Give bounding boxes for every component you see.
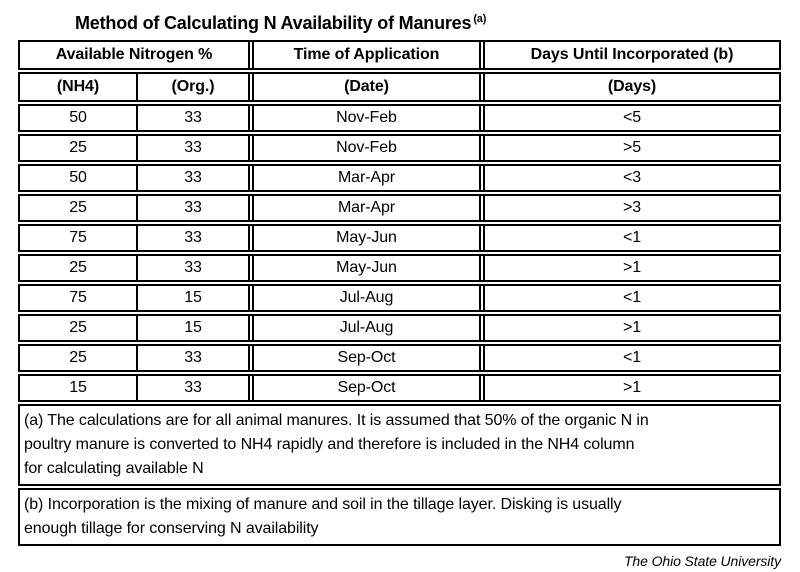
- cell-days: <5: [622, 109, 642, 126]
- cell-nh4: 50: [20, 106, 138, 130]
- cell-nh4: 25: [20, 136, 138, 160]
- footnote-b-line: enough tillage for conserving N availability: [24, 520, 319, 537]
- table-row: [18, 104, 781, 132]
- table-row: [18, 254, 781, 282]
- source-attribution: The Ohio State University: [623, 553, 781, 569]
- header-days-until-incorporated: Days Until Incorporated (b): [530, 46, 734, 63]
- cell-days: >1: [622, 379, 642, 396]
- cell-org: 33: [138, 376, 254, 400]
- cell-org: 33: [138, 196, 254, 220]
- footnote-a-line: poultry manure is converted to NH4 rapidly and therefore is included in the NH4 column: [24, 436, 635, 453]
- subheader-org: (Org.): [138, 74, 254, 100]
- title-superscript: (a): [473, 13, 487, 25]
- cell-org: 33: [138, 226, 254, 250]
- cell-org: 15: [138, 316, 254, 340]
- table-group-header-row: [18, 40, 781, 70]
- title-text: Method of Calculating N Availability of Manures: [75, 13, 472, 33]
- cell-date: Jul-Aug: [254, 316, 485, 340]
- cell-days: >1: [622, 259, 642, 276]
- footnote-b-line: (b) Incorporation is the mixing of manure and soil in the tillage layer. Disking is usually: [24, 496, 622, 513]
- cell-nh4: 15: [20, 376, 138, 400]
- table-row: [18, 374, 781, 402]
- cell-nh4: 75: [20, 286, 138, 310]
- header-available-nitrogen: Available Nitrogen %: [20, 42, 254, 68]
- cell-nh4: 25: [20, 346, 138, 370]
- footnote-b: [18, 488, 781, 546]
- cell-date: Mar-Apr: [254, 196, 485, 220]
- cell-days: <3: [622, 169, 642, 186]
- cell-org: 33: [138, 346, 254, 370]
- table-row: [18, 224, 781, 252]
- cell-days: <1: [622, 229, 642, 246]
- cell-date: Nov-Feb: [254, 136, 485, 160]
- cell-org: 33: [138, 136, 254, 160]
- cell-nh4: 25: [20, 256, 138, 280]
- cell-date: Mar-Apr: [254, 166, 485, 190]
- subheader-date: (Date): [254, 74, 485, 100]
- footnote-a-line: for calculating available N: [24, 460, 204, 477]
- subheader-nh4: (NH4): [20, 74, 138, 100]
- table-row: [18, 134, 781, 162]
- cell-org: 33: [138, 106, 254, 130]
- cell-nh4: 25: [20, 316, 138, 340]
- table-row: [18, 344, 781, 372]
- cell-date: Sep-Oct: [254, 346, 485, 370]
- header-time-of-application: Time of Application: [254, 42, 485, 68]
- table-subheader-row: [18, 72, 781, 102]
- cell-nh4: 25: [20, 196, 138, 220]
- cell-days: >3: [622, 199, 642, 216]
- cell-nh4: 50: [20, 166, 138, 190]
- cell-date: Jul-Aug: [254, 286, 485, 310]
- cell-org: 15: [138, 286, 254, 310]
- cell-org: 33: [138, 256, 254, 280]
- table-row: [18, 194, 781, 222]
- cell-days: >5: [622, 139, 642, 156]
- cell-org: 33: [138, 166, 254, 190]
- cell-days: <1: [622, 289, 642, 306]
- subheader-days: (Days): [607, 78, 657, 95]
- cell-date: Sep-Oct: [254, 376, 485, 400]
- table-row: [18, 314, 781, 342]
- page-title: [75, 13, 781, 33]
- footnote-a: [18, 404, 781, 486]
- footnote-a-line: (a) The calculations are for all animal manures. It is assumed that 50% of the organic N in: [24, 412, 649, 429]
- cell-date: May-Jun: [254, 256, 485, 280]
- cell-nh4: 75: [20, 226, 138, 250]
- cell-date: Nov-Feb: [254, 106, 485, 130]
- table-row: [18, 164, 781, 192]
- cell-date: May-Jun: [254, 226, 485, 250]
- manure-availability-table: [18, 40, 781, 546]
- cell-days: <1: [622, 349, 642, 366]
- cell-days: >1: [622, 319, 642, 336]
- table-row: [18, 284, 781, 312]
